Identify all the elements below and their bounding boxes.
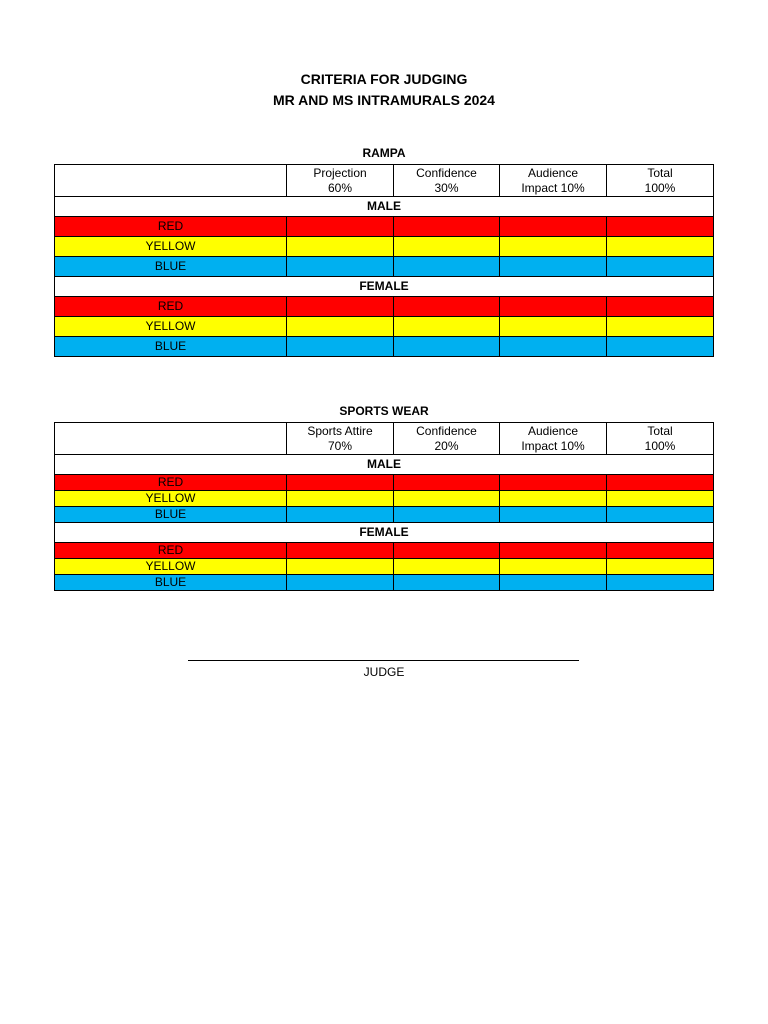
document-title-line2: MR AND MS INTRAMURALS 2024 (273, 92, 495, 108)
criterion-header: Audience Impact 10% (500, 423, 607, 455)
score-cell[interactable] (287, 297, 394, 317)
score-cell[interactable] (607, 217, 714, 237)
score-cell[interactable] (500, 317, 607, 337)
score-cell[interactable] (607, 491, 714, 507)
group-label: MALE (55, 455, 714, 475)
score-cell[interactable] (394, 475, 500, 491)
score-cell[interactable] (500, 543, 607, 559)
team-row-blue (55, 507, 714, 523)
group-label: FEMALE (55, 277, 714, 297)
criterion-header: Audience Impact 10% (500, 165, 607, 197)
team-row-blue (55, 575, 714, 591)
score-cell[interactable] (394, 217, 500, 237)
group-label: MALE (55, 197, 714, 217)
score-cell[interactable] (607, 507, 714, 523)
criterion-header: Total 100% (607, 423, 714, 455)
score-cell[interactable] (287, 237, 394, 257)
female-group-row (55, 523, 714, 543)
team-row-red (55, 217, 714, 237)
header-blank-cell (55, 165, 287, 197)
team-row-yellow (55, 491, 714, 507)
score-cell[interactable] (500, 217, 607, 237)
female-group-row (55, 277, 714, 297)
team-label: RED (55, 297, 287, 317)
score-cell[interactable] (607, 575, 714, 591)
score-cell[interactable] (394, 237, 500, 257)
score-cell[interactable] (500, 337, 607, 357)
header-blank-cell (55, 423, 287, 455)
team-label: RED (55, 475, 287, 491)
team-row-red (55, 475, 714, 491)
score-cell[interactable] (287, 543, 394, 559)
score-cell[interactable] (500, 507, 607, 523)
score-cell[interactable] (394, 257, 500, 277)
team-row-blue (55, 337, 714, 357)
score-cell[interactable] (394, 317, 500, 337)
team-label: YELLOW (55, 237, 287, 257)
criterion-header: Confidence 30% (394, 165, 500, 197)
score-cell[interactable] (500, 237, 607, 257)
score-cell[interactable] (394, 543, 500, 559)
score-cell[interactable] (500, 575, 607, 591)
score-cell[interactable] (607, 543, 714, 559)
team-label: YELLOW (55, 491, 287, 507)
score-cell[interactable] (394, 559, 500, 575)
score-cell[interactable] (287, 559, 394, 575)
score-cell[interactable] (607, 297, 714, 317)
score-cell[interactable] (607, 337, 714, 357)
judge-signature-line (188, 660, 579, 661)
score-cell[interactable] (287, 217, 394, 237)
score-cell[interactable] (287, 337, 394, 357)
score-cell[interactable] (287, 317, 394, 337)
criterion-header: Projection 60% (287, 165, 394, 197)
criterion-header: Sports Attire 70% (287, 423, 394, 455)
team-row-red (55, 297, 714, 317)
score-cell[interactable] (287, 257, 394, 277)
score-cell[interactable] (607, 559, 714, 575)
team-row-yellow (55, 237, 714, 257)
score-cell[interactable] (287, 491, 394, 507)
team-label: BLUE (55, 507, 287, 523)
score-cell[interactable] (394, 297, 500, 317)
score-cell[interactable] (607, 475, 714, 491)
team-row-yellow (55, 559, 714, 575)
team-label: YELLOW (55, 317, 287, 337)
score-cell[interactable] (287, 575, 394, 591)
score-cell[interactable] (287, 475, 394, 491)
rampa-table (54, 164, 714, 357)
male-group-row (55, 197, 714, 217)
team-row-blue (55, 257, 714, 277)
criterion-header: Confidence 20% (394, 423, 500, 455)
sports-header-row (55, 423, 714, 455)
team-label: BLUE (55, 575, 287, 591)
score-cell[interactable] (394, 491, 500, 507)
team-label: BLUE (55, 337, 287, 357)
document-title-line1: CRITERIA FOR JUDGING (300, 71, 468, 87)
score-cell[interactable] (500, 297, 607, 317)
score-cell[interactable] (607, 317, 714, 337)
group-label: FEMALE (55, 523, 714, 543)
score-cell[interactable] (607, 237, 714, 257)
score-cell[interactable] (394, 337, 500, 357)
score-cell[interactable] (394, 575, 500, 591)
team-label: BLUE (55, 257, 287, 277)
team-row-red (55, 543, 714, 559)
score-cell[interactable] (500, 257, 607, 277)
score-cell[interactable] (607, 257, 714, 277)
team-label: YELLOW (55, 559, 287, 575)
score-cell[interactable] (500, 475, 607, 491)
score-cell[interactable] (394, 507, 500, 523)
team-label: RED (55, 543, 287, 559)
team-label: RED (55, 217, 287, 237)
sports-wear-title: SPORTS WEAR (339, 404, 429, 418)
male-group-row (55, 455, 714, 475)
team-row-yellow (55, 317, 714, 337)
rampa-header-row (55, 165, 714, 197)
score-cell[interactable] (500, 559, 607, 575)
score-cell[interactable] (287, 507, 394, 523)
criterion-header: Total 100% (607, 165, 714, 197)
score-cell[interactable] (500, 491, 607, 507)
sports-wear-table (54, 422, 714, 591)
rampa-title: RAMPA (362, 146, 406, 160)
judge-label: JUDGE (363, 665, 405, 679)
